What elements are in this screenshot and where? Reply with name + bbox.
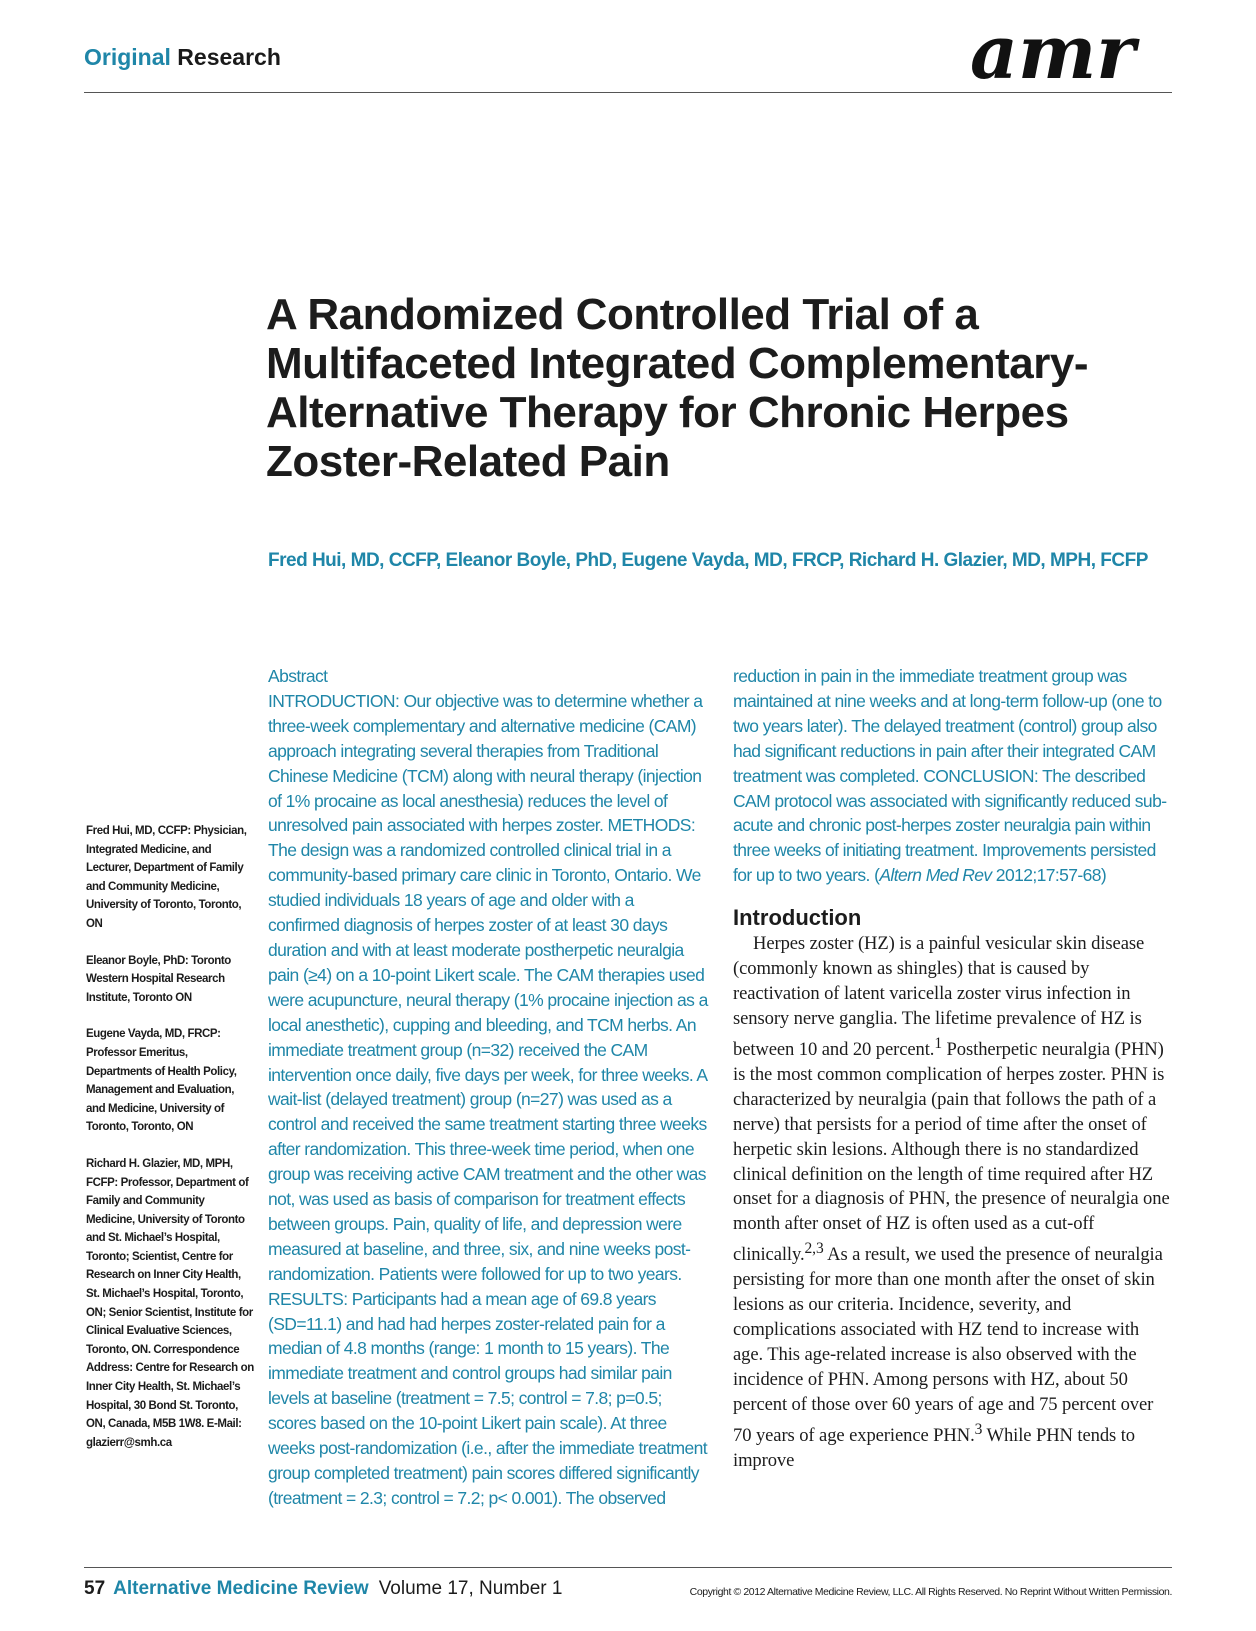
reference-marker: 3 [974,1420,983,1438]
right-column [733,664,1173,1474]
journal-name: Alternative Medicine Review [113,1578,369,1599]
intro-text: As a result, we used the presence of neuralgia persisting for more than one month after the onset of skin lesions as our criteria. Incidence, severity, and complications associated with HZ tend to increase with age. This age-related increase is also observed with the incidence of PHN. Among persons with HZ, about 50 percent of those over 60 years of age and 75 percent over 70 years of age experience PHN. [733,1244,1163,1446]
affiliation-item: Eugene Vayda, MD, FRCP: Professor Emeritus, Departments of Health Policy, Management and Evaluation, and Medicine, University of Toronto, Toronto, ON [86,1028,237,1134]
intro-text: Postherpetic neuralgia (PHN) is the most common complication of herpes zoster. PHN is characterized by neuralgia (pain that follows the path of a nerve) that persists for a period of time after the onset of herpetic skin lesions. Although there is no standardized clinical definition on the length of time required after HZ onset for a diagnosis of PHN, the presence of neuralgia one month after onset of HZ is often used as a cut-off clinically. [733,1038,1170,1266]
amr-logo [968,18,1168,96]
affiliation-item: Eleanor Boyle, PhD: Toronto Western Hospital Research Institute, Toronto ON [86,954,231,1004]
introduction-body [733,932,1173,1474]
copyright-notice: Copyright © 2012 Alternative Medicine Review, LLC. All Rights Reserved. No Reprint Without Written Permission. [689,1586,1172,1598]
abstract-continued-text: reduction in pain in the immediate treatment group was maintained at nine weeks and at long-term follow-up (one to two years later). The delayed treatment (control) group also had significant reductions in pain after their integrated CAM treatment was completed. CONCLUSION: The described CAM protocol was associated with significantly reduced sub-acute and chronic post-herpes zoster neuralgia pain within three weeks of initiating treatment. Improvements persisted for up to two years. [733,666,1167,886]
abstract-text: INTRODUCTION: Our objective was to determine whether a three-week complementary and alternative medicine (CAM) approach integrating several therapies from Traditional Chinese Medicine (TCM) along with neural therapy (injection of 1% procaine as local anesthesia) reduces the level of unresolved pain associated with herpes zoster. METHODS: The design was a randomized controlled clinical trial in a community-based primary care clinic in Toronto, Ontario. We studied individuals 18 years of age and older with a confirmed diagnosis of herpes zoster of at least 30 days duration and with at least moderate postherpetic neuralgia pain (≥4) on a 10-point Likert scale. The CAM therapies used were acupuncture, neural therapy (1% procaine injection as a local anesthetic), cupping and bleeding, and TCM herbs. An immediate treatment group (n=32) received the CAM intervention once daily, five days per week, for three weeks. A wait-list (delayed treatment) group (n=27) was used as a control and received the same treatment starting three weeks after randomization. This three-week time period, when one group was receiving active CAM treatment and the other was not, was used as basis of comparison for treatment effects between groups. Pain, quality of life, and depression were measured at baseline, and three, six, and nine weeks post-randomization. Patients were followed for up to two years. RESULTS: Participants had a mean age of 69.8 years (SD=11.1) and had had herpes zoster-related pain for a median of 4.8 months (range: 1 month to 15 years). The immediate treatment and control groups had similar pain levels at baseline (treatment = 7.5; control = 7.8; p=0.5; scores based on the 10-point Likert pain scale). At three weeks post-randomization (i.e., after the immediate treatment group completed treatment) pain scores differed significantly (treatment = 2.3; control = 7.2; p< 0.001). The observed [268,690,708,1508]
section-label-accent: Original [84,44,171,70]
citation-journal: Altern Med Rev [879,865,992,886]
affiliation-item: Fred Hui, MD, CCFP: Physician, Integrated Medicine, and Lecturer, Department of Family and Community Medicine, University of Toronto, Toronto, ON [86,825,247,930]
abstract-section [268,664,708,1511]
abstract-heading: Abstract [268,666,328,686]
introduction-heading: Introduction [733,905,862,931]
abstract-continued [733,664,1173,888]
page-footer [84,1578,562,1600]
citation-open: ( [874,865,880,886]
page-number: 57 [84,1578,106,1599]
footer-rule [84,1567,1172,1568]
reference-marker: 1 [934,1034,942,1052]
intro-text: Herpes zoster (HZ) is a painful vesicular skin disease (commonly known as shingles) that is caused by reactivation of latent varicella zoster virus infection in sensory nerve ganglia. The lifetime prevalence of HZ is between 10 and 20 percent. [733,933,1145,1060]
reference-marker: 2,3 [804,1240,824,1258]
amr-logo-text: amr [970,18,1136,96]
citation-rest: 2012;17:57-68) [991,865,1107,886]
article-title: A Randomized Controlled Trial of a Multifaceted Integrated Complementary-Alternative Therapy for Chronic Herpes Zoster-Related Pain [266,290,1089,486]
volume-info: Volume 17, Number 1 [378,1578,563,1599]
section-label [84,44,281,71]
header-rule [84,92,1172,93]
section-label-rest: Research [177,44,281,70]
intro-text: While PHN tends to improve [733,1424,1135,1471]
author-list: Fred Hui, MD, CCFP, Eleanor Boyle, PhD, Eugene Vayda, MD, FRCP, Richard H. Glazier, MD, MPH, FCFP [268,550,1148,571]
affiliation-item: Richard H. Glazier, MD, MPH, FCFP: Professor, Department of Family and Community Medicine, University of Toronto and St. Michael’s Hospital, Toronto; Scientist, Centre for Research on Inner City Health, St. Michael’s Hospital, Toronto, ON; Senior Scientist, Institute for Clinical Evaluative Sciences, Toronto, ON. Correspondence Address: Centre for Research on Inner City Health, St. Michael’s Hospital, 30 Bond St. Toronto, ON, Canada, M5B 1W8. E-Mail: glazierr@smh.ca [86,1157,254,1449]
affiliations [86,822,256,1470]
